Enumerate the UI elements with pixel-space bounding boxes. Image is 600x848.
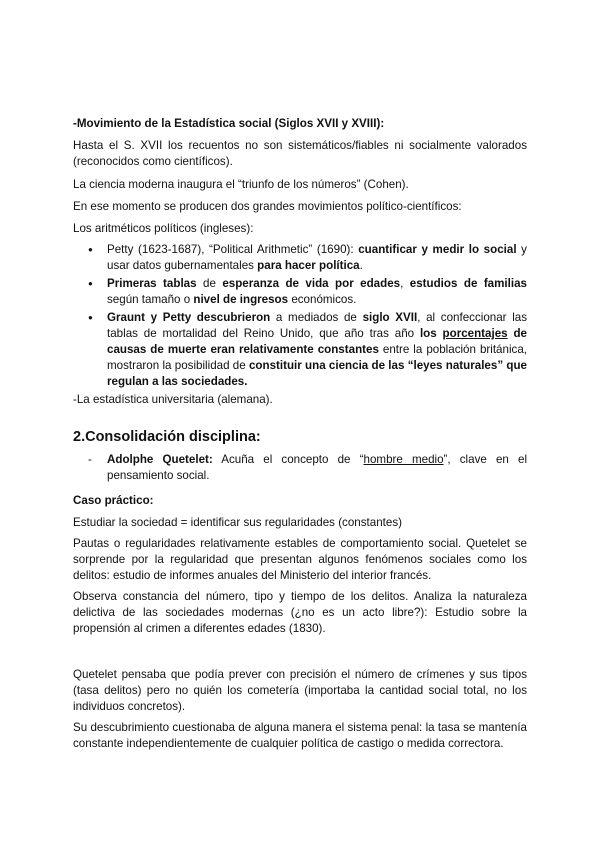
bullet-underlined-text: porcentajes [442,327,508,340]
paragraph-recuentos: Hasta el S. XVII los recuentos no son sistemáticos/fiables ni socialmente valorados (reconocidos como científicos). [73,139,527,168]
bullet-text: Petty (1623-1687), “Political Arithmetic” (1690): [107,243,359,256]
paragraph-constancia: Observa constancia del número, tipo y tiempo de los delitos. Analiza la naturaleza delictiva de las sociedades modernas (¿no es un acto libre?): Estudio sobre la propensión al crimen a diferentes edades (1830). [73,590,527,635]
aritmeticos-bullet-list [107,242,527,390]
bullet-bold-text: cuantificar y medir lo social [358,243,517,256]
bullet-text: . [359,259,363,272]
paragraph-triunfo-numeros: La ciencia moderna inaugura el “triunfo de los números” (Cohen). [73,178,409,191]
bullet-bold-text: Graunt y Petty descubrieron [107,311,271,324]
paragraph-descubrimiento: Su descubrimiento cuestionaba de alguna manera el sistema penal: la tasa se mantenía constante independientemente de cualquier política de castigo o medida correctora. [73,721,527,750]
dash-text: ”, clave en el pensamiento social. [107,453,528,482]
list-item [107,242,527,274]
quetelet-dash-list [107,452,527,484]
dash-bold-text: Adolphe Quetelet: [107,453,213,466]
bullet-bold-text: nivel de ingresos [193,293,289,306]
paragraph-prever: Quetelet pensaba que podía prever con precisión el número de crímenes y sus tipos (tasa delitos) pero no quién los cometería (importaba la cantidad social total, no los individuos concretos). [73,668,527,713]
case-heading: Caso práctico: [73,494,154,507]
bullet-text: entre la población británica, mostraron la posibilidad de [107,343,527,372]
section-heading-consolidacion: 2.Consolidación disciplina: [73,429,261,445]
paragraph-pautas: Pautas o regularidades relativamente estables de comportamiento social. Quetelet se sorprende por la regularidad que presentan algunos fenómenos sociales como los delitos: estudio de informes anuales del Ministerio del interior francés. [73,537,527,582]
paragraph-estudiar-sociedad: Estudiar la sociedad = identificar sus regularidades (constantes) [73,516,402,529]
paragraph-aritmeticos: Los aritméticos políticos (ingleses): [73,222,254,235]
list-item [107,452,527,484]
bullet-text: económicos. [288,293,357,306]
bullet-text: , al confeccionar las tablas de mortalidad del Reino Unido, que año tras año [107,311,528,340]
list-item [107,276,527,308]
bullet-bold-text: los [419,327,443,340]
bullet-text: y usar datos gubernamentales [107,243,527,272]
bullet-bold-text: de causas de muerte eran relativamente constantes [107,327,527,356]
bullet-bold-text: Primeras tablas [107,277,197,290]
bullet-bold-text: para hacer política [257,259,360,272]
paragraph-estadistica-universitaria: -La estadística universitaria (alemana). [73,393,273,406]
paragraph-movimientos: En ese momento se producen dos grandes movimientos político-científicos: [73,200,462,213]
bullet-text: a mediados de [270,311,363,324]
bullet-bold-text: estudios de familias [409,277,527,290]
bullet-bold-text: constituir una ciencia de las “leyes naturales” que regulan a las sociedades. [107,359,527,388]
dash-text: Acuña el concepto de “ [212,453,364,466]
bullet-text: , [400,277,410,290]
bullet-bold-text: siglo XVII [362,311,418,324]
section-heading-estadistica-social: -Movimiento de la Estadística social (Siglos XVII y XVIII): [73,117,385,130]
bullet-text: de [196,277,223,290]
bullet-text: según tamaño o [107,293,194,306]
list-item [107,310,527,390]
dash-underlined-text: hombre medio [363,453,444,466]
bullet-bold-text: esperanza de vida por edades [222,277,401,290]
